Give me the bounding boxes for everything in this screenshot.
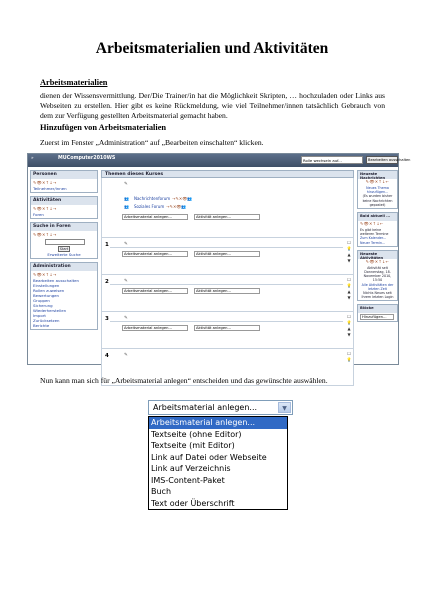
topic-3 — [101, 312, 354, 349]
add-activity-select[interactable]: Aktivität anlegen... — [194, 325, 260, 331]
instruction-text: Zuerst im Fenster „Administration“ auf „Bearbeiten einschalten“ klicken. — [40, 138, 264, 147]
topic-controls[interactable]: ☐ 💡 ▲ ▼ — [346, 240, 352, 263]
link-news-forum[interactable]: Nachrichtenforum — [133, 196, 171, 201]
nothing-new-text: Nichts Neues seit Ihrem letzten Login — [361, 291, 394, 300]
admin-item[interactable]: Import — [33, 313, 46, 318]
block-title: Suche in Foren — [31, 223, 97, 231]
block-title: Bald aktuell ... — [358, 213, 397, 221]
search-start-button[interactable]: Start — [59, 247, 69, 251]
admin-item[interactable]: Bearbeiten ausschalten — [33, 278, 79, 283]
select-value: Arbeitsmaterial anlegen... — [153, 403, 258, 412]
right-column — [357, 170, 398, 325]
breadcrumb-arrow[interactable]: » — [31, 156, 34, 161]
topics-header: Themen dieses Kurses — [101, 170, 354, 178]
forum-row — [124, 204, 186, 209]
link-all-activities[interactable]: Alle Aktivitäten der letzten Zeit — [361, 282, 394, 291]
add-activity-select[interactable]: Aktivität anlegen... — [194, 251, 260, 257]
add-resource-select[interactable]: Arbeitsmaterial anlegen... — [122, 251, 188, 257]
dropdown-option[interactable]: IMS-Content-Paket — [151, 475, 225, 485]
dropdown-instruction-text: Nun kann man sich für „Arbeitsmaterial anlegen“ entscheiden und das gewünschte auswählen. — [40, 376, 328, 385]
edit-icon[interactable]: ✎ — [124, 242, 128, 247]
moodle-course-screenshot — [27, 153, 411, 365]
admin-item[interactable]: Einstellungen — [33, 283, 60, 288]
resource-type-select[interactable] — [148, 400, 293, 415]
upcoming-empty-text: Es gibt keine weiteren Termine — [360, 228, 389, 237]
block-bloecke — [357, 304, 398, 322]
dropdown-options — [148, 416, 288, 510]
forum-search-input[interactable] — [45, 239, 85, 245]
dropdown-option[interactable]: Arbeitsmaterial anlegen... — [149, 417, 287, 429]
moodle-navbar — [28, 154, 411, 167]
chevron-down-icon[interactable]: ▼ — [278, 402, 291, 413]
block-title: Neueste Aktivitäten — [358, 251, 397, 259]
add-resource-select[interactable]: Arbeitsmaterial anlegen... — [122, 288, 188, 294]
topic-1 — [101, 238, 354, 275]
admin-item[interactable]: Berichte — [33, 323, 50, 328]
block-edit-icons[interactable]: ✎👁✕↑↓→ — [33, 232, 57, 237]
admin-item[interactable]: Bewertungen — [33, 293, 60, 298]
topic-2 — [101, 275, 354, 312]
link-new-event[interactable]: Neuer Termin... — [360, 240, 386, 245]
dropdown-option[interactable]: Link auf Verzeichnis — [151, 464, 231, 473]
edit-icon[interactable]: ✎ — [124, 353, 128, 358]
link-calendar[interactable]: Zum Kalender... — [360, 236, 387, 241]
admin-item[interactable]: Sicherung — [33, 303, 53, 308]
forum-row — [124, 196, 192, 201]
add-resource-select[interactable]: Arbeitsmaterial anlegen... — [122, 325, 188, 331]
section-heading-hinzufuegen: Hinzufügen von Arbeitsmaterialien — [40, 123, 167, 132]
forum-icon: 👥 — [124, 204, 129, 209]
move-icon[interactable]: ✎ — [124, 182, 128, 187]
block-edit-icons[interactable]: ✎👁✕↑↓← — [360, 221, 384, 227]
block-edit-icons[interactable]: ✎👁✕↑↓← — [365, 179, 390, 184]
block-personen — [30, 170, 98, 193]
admin-item[interactable]: Zurücksetzen — [33, 318, 60, 323]
topic-controls[interactable]: ☐ 💡 ▲ ▼ — [346, 277, 352, 300]
dropdown-option[interactable]: Textseite (ohne Editor) — [151, 429, 242, 439]
block-aktivitaeten — [30, 196, 98, 219]
link-new-topic[interactable]: Neues Thema hinzufügen... — [366, 186, 389, 195]
block-title: Administration — [31, 263, 97, 271]
admin-item[interactable]: Gruppen — [33, 298, 50, 303]
link-teilnehmer[interactable]: Teilnehmer/innen — [33, 186, 67, 191]
add-resource-select[interactable]: Arbeitsmaterial anlegen... — [122, 214, 188, 220]
block-suche — [30, 222, 98, 259]
course-name[interactable]: MUComputer2010WS — [58, 156, 116, 161]
block-edit-icons[interactable]: ✎👁✕↑↓→ — [33, 272, 57, 277]
admin-item[interactable]: Rollen zuweisen — [33, 288, 65, 293]
topic-0 — [101, 178, 354, 238]
activity-since-text: Aktivität seit Donnerstag, 18. November 2010, 15:50 — [363, 265, 392, 283]
topic-controls[interactable]: ☐ 💡 ▲ ▼ — [346, 314, 352, 337]
block-news — [357, 170, 398, 209]
block-edit-icons[interactable]: ✎👁✕↑↓→ — [33, 180, 57, 185]
add-block-select[interactable]: Hinzufügen... — [360, 314, 394, 320]
block-title: Blöcke — [358, 305, 397, 313]
block-edit-icons[interactable]: ✎👁✕↑↓→ — [33, 206, 57, 211]
activity-edit-icons[interactable]: →✎✕👁👥 — [166, 204, 187, 209]
section-heading-arbeitsmaterialien: Arbeitsmaterialien — [40, 78, 108, 87]
news-empty-text: (Es wurden bisher keine Nachrichten gepostet) — [362, 194, 393, 207]
dropdown-option[interactable]: Link auf Datei oder Webseite — [151, 452, 267, 462]
dropdown-option[interactable]: Buch — [151, 487, 172, 496]
block-title: Neueste Nachrichten — [358, 171, 397, 179]
add-activity-select[interactable]: Aktivität anlegen... — [194, 288, 260, 294]
intro-paragraph: dienen der Wissensvermittlung. Der/Die Trainer/in hat die Möglichkeit Skripten, … hochzuladen oder Links aus Webseiten zu erstellen. Hier gibt es keine Rückmeldung, wie viel Teilnehmer/innen tatsächlich Gebrauch von dem zur Verfügung gestellten Arbeitsmaterial gemacht haben. — [40, 91, 385, 121]
topic-number: 3 — [105, 316, 109, 322]
block-recent-activity — [357, 250, 398, 302]
link-social-forum[interactable]: Soziales Forum — [133, 204, 165, 209]
activity-edit-icons[interactable]: →✎✕👁👥 — [172, 196, 193, 201]
topic-number: 1 — [105, 242, 109, 248]
edit-icon[interactable]: ✎ — [124, 316, 128, 321]
admin-item[interactable]: Wiederherstellen — [33, 308, 67, 313]
topic-number: 2 — [105, 279, 109, 285]
dropdown-option[interactable]: Textseite (mit Editor) — [151, 441, 235, 450]
left-column — [30, 170, 98, 333]
topic-controls[interactable]: ☐ 💡 — [346, 351, 352, 362]
link-foren[interactable]: Foren — [33, 212, 44, 217]
forum-icon: 👥 — [124, 196, 129, 201]
block-edit-icons[interactable]: ✎👁✕↑↓← — [365, 258, 390, 264]
page-title: Arbeitsmaterialien und Aktivitäten — [95, 40, 329, 57]
edit-off-button[interactable]: Bearbeiten ausschalten — [368, 158, 411, 162]
topic-number: 4 — [105, 353, 109, 359]
block-administration — [30, 262, 98, 330]
middle-column — [101, 170, 354, 386]
add-activity-select[interactable]: Aktivität anlegen... — [194, 214, 260, 220]
block-upcoming — [357, 212, 398, 247]
dropdown-option[interactable]: Text oder Überschrift — [151, 498, 235, 508]
block-title: Personen — [31, 171, 97, 179]
role-switch-select[interactable]: Rolle wechseln auf... — [301, 156, 363, 164]
link-advanced-search[interactable]: Erweiterte Suche — [47, 252, 81, 257]
resource-dropdown-screenshot — [148, 400, 293, 510]
block-title: Aktivitäten — [31, 197, 97, 205]
edit-icon[interactable]: ✎ — [124, 279, 128, 284]
